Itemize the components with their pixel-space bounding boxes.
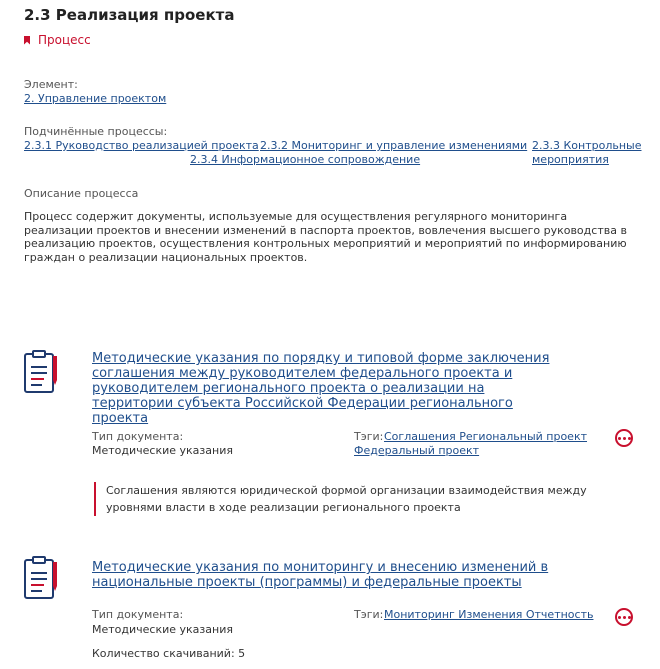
doc-type-value: Методические указания — [92, 623, 233, 636]
tags-links[interactable]: Соглашения Региональный проект Федеральный проект — [354, 430, 588, 457]
doc-type-label: Тип документа: — [92, 430, 184, 443]
description-label: Описание процесса — [24, 187, 139, 200]
page-title: 2.3 Реализация проекта — [24, 6, 235, 24]
process-badge — [24, 33, 91, 47]
tags-links[interactable]: Мониторинг Изменения Отчетность — [384, 608, 594, 621]
doc-type-label: Тип документа: — [92, 608, 184, 621]
document-note: Соглашения являются юридической формой организации взаимодействия между уровнями власти в ходе реализации регионального проекта — [94, 482, 646, 516]
element-label: Элемент: — [24, 78, 78, 91]
subprocesses-label: Подчинённые процессы: — [24, 125, 168, 138]
more-options-icon[interactable] — [615, 608, 633, 626]
process-description: Процесс содержит документы, используемые для осуществления регулярного мониторинга реализации проектов и внесении изменений в паспорта проектов, вовлечения высшего руководства в реализацию проектов, осуществления контрольных мероприятий и мероприятий по информированию граждан о реализации национальных проектов. — [24, 210, 627, 264]
document-icon — [22, 350, 60, 400]
downloads-label: Количество скачиваний: — [92, 647, 235, 660]
tags-label: Тэги: — [354, 608, 384, 621]
more-options-icon[interactable] — [615, 429, 633, 447]
process-badge-label: Процесс — [38, 33, 91, 47]
subprocess-link-2-3-3[interactable]: 2.3.3 Контрольные мероприятия — [532, 139, 642, 166]
document-icon — [22, 556, 60, 606]
subprocess-link-2-3-1[interactable]: 2.3.1 Руководство реализацией проекта — [24, 139, 259, 152]
downloads-value: 5 — [238, 647, 246, 660]
bookmark-icon — [24, 36, 30, 45]
subprocess-link-2-3-2[interactable]: 2.3.2 Мониторинг и управление изменениями — [260, 139, 528, 152]
document-title-link[interactable]: Методические указания по мониторингу и внесению изменений в национальные проекты (программы) и федеральные проекты — [92, 560, 549, 590]
tags-label: Тэги: — [354, 430, 384, 443]
doc-type-value: Методические указания — [92, 444, 233, 457]
element-link[interactable]: 2. Управление проектом — [24, 92, 167, 105]
document-title-link[interactable]: Методические указания по порядку и типовой форме заключения соглашения между руководителем федерального проекта и руководителем регионального проекта о реализации на территории субъекта Российской Федерации регионального проекта — [92, 351, 550, 426]
subprocess-link-2-3-4[interactable]: 2.3.4 Информационное сопровождение — [190, 153, 421, 166]
downloads-count — [92, 647, 245, 660]
